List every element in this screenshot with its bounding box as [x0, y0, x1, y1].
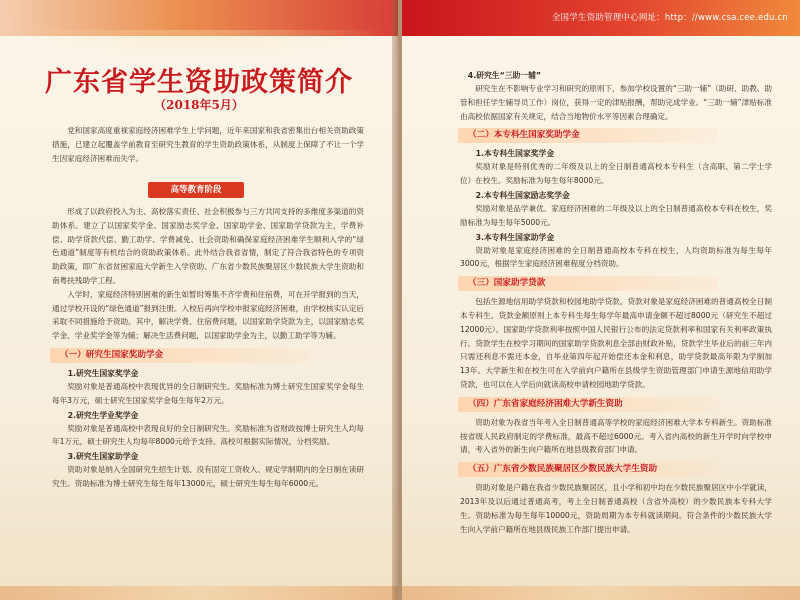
subheading-inspirational-scholarship: 2.本专科生国家励志奖学金 [475, 190, 570, 200]
right-body [460, 68, 772, 536]
paragraph-minority-aid: 资助对象是户籍在我省少数民族聚居区，且小学和初中均在少数民族聚居区中小学就读，2013年及以后通过普通高考，考上全日制普通高校（含省外高校）的少数民族本专科大学生。资助标准为每生每年10000元，资助周期为本专科就读期间。符合条件的少数民族大学生向入学前户籍所在地县级民族工作部门提出申请。 [460, 483, 772, 534]
header-glow [0, 30, 398, 60]
section-banner: 高等教育阶段 [148, 182, 244, 198]
page-title: 广东省学生资助政策简介 [45, 67, 353, 98]
section-heading-minority-aid: （五）广东省少数民族聚居区少数民族大学生资助 [458, 462, 718, 477]
paragraph-enrollment: 入学时，家庭经济特别困难的新生如暂时筹集不齐学费和住宿费，可在开学报到的当天，通过学校开设的“绿色通道”报到注册。入校后再向学校申报家庭经济困难，由学校核实认定后采取不同措施给予资助。其中，解决学费、住宿费问题，以国家助学贷款为主，以国家励志奖学金、学业奖学金等为辅；解决生活费问题，以国家助学金为主，以勤工助学等为辅。 [52, 289, 364, 341]
right-header-band [402, 0, 800, 36]
paragraph-student-loan: 包括生源地信用助学贷款和校园地助学贷款。贷款对象是家庭经济困难的普通高校全日制本专科生。贷款金额原则上本专科生每生每学年最高申请金额不超过8000元（研究生不超过12000元）。国家助学贷款利率按照中国人民银行公布的法定贷款利率和国家有关利率政策执行。贷款学生在校学习期间的国家助学贷款利息全部由财政补贴，贷款学生毕业后的前三年内只需还利息不需还本金，自毕业第四年起开始偿还本金和利息，助学贷款最高年限为学制加13年。大学新生和在校生可在入学前向户籍所在县级学生资助管理部门申请生源地信用助学贷款，也可以在入学后向就读高校申请校园地助学贷款。 [460, 297, 772, 389]
paragraph-freshman-aid: 资助对象为我省当年考入全日制普通高等学校的家庭经济困难大学本专科新生。资助标准按省级人民政府制定的学费标准，最高不超过6000元。考入省内高校的新生开学时向学校申请，考入省外的新生向户籍所在地县级教育部门申请。 [460, 417, 772, 455]
subheading-national-scholarship: 1.本专科生国家奖学金 [475, 149, 555, 159]
page-subtitle: （2018年5月） [154, 98, 244, 112]
paragraph-academic-scholarship: 奖励对象是普通高校中表现良好的全日制研究生。奖励标准为省财政按博士研究生人均每年1万元，硕士研究生人均每年8000元给予支持。高校可根据实际情况，分档奖励。 [52, 423, 364, 447]
paragraph-graduate-scholarship: 奖励对象是普通高校中表现优异的全日制研究生。奖励标准为博士研究生国家奖学金每生每年3万元，硕士研究生国家奖学金每生每年2万元。 [52, 381, 364, 405]
intro-block [52, 124, 364, 165]
website-url: 全国学生资助管理中心网址：http：//www.csa.cee.edu.cn [551, 13, 788, 23]
paragraph-three-assists: 研究生在不影响专业学习和研究的原则下，参加学校设置的“三助一辅”（助研、助教、助管和担任学生辅导员工作）岗位，获得一定的津贴报酬，帮助完成学业。“三助一辅”津贴标准由高校依据国家有关规定，结合当地物价水平等因素合理确定。 [460, 84, 772, 121]
paragraph-system: 形成了以政府投入为主、高校落实责任、社会积极参与三方共同支持的多维度多渠道的资助体系。建立了以国家奖学金、国家励志奖学金、国家助学金、国家助学贷款为主，学费补偿、助学贷款代偿、勤工助学、学费减免、社会资助和确保家庭经济困难学生顺利入学的“绿色通道”制度等有机结合的资助政策体系。此外结合我省省情，制定了符合我省特色的专项资助政策，即广东省贫困家庭大学新生入学资助、广东省少数民族聚居区少数民族大学生资助和南粤扶残助学工程。 [52, 207, 364, 285]
paragraph-graduate-grant: 资助对象是纳入全国研究生招生计划、没有固定工资收入、规定学制期内的全日制在读研究生。资助标准为博士研究生每生每年13000元，硕士研究生每生每年6000元。 [52, 465, 364, 488]
paragraph-national-scholarship: 奖励对象是特别优秀的二年级及以上的全日制普通高校本专科生（含高职、第二学士学位）在校生。奖励标准为每生每年8000元。 [460, 162, 772, 186]
subheading-graduate-grant: 3.研究生国家助学金 [67, 452, 139, 462]
section-heading-freshman-aid: （四）广东省家庭经济困难大学新生资助 [458, 397, 718, 412]
left-footer-band [0, 586, 398, 600]
left-body [52, 205, 364, 491]
subheading-academic-scholarship: 2.研究生学业奖学金 [67, 410, 139, 420]
section-heading-student-loan: （三）国家助学贷款 [458, 276, 718, 291]
subheading-three-assists: 4.研究生“三助一辅” [467, 71, 542, 80]
paragraph-national-grant: 资助对象是家庭经济困难的全日制普通高校本专科在校生，人均资助标准为每生每年3000元，根据学生家庭经济困难程度分档资助。 [460, 245, 772, 269]
subheading-graduate-scholarship: 1.研究生国家奖学金 [67, 368, 139, 378]
section-heading-undergraduate: （二）本专科生国家奖助学金 [458, 128, 718, 143]
section-heading-graduate: （一）研究生国家奖助学金 [50, 348, 310, 363]
left-page [0, 0, 398, 600]
subheading-national-grant: 3.本专科生国家助学金 [475, 232, 555, 242]
paragraph-inspirational-scholarship: 奖励对象是品学兼优、家庭经济困难的二年级及以上的全日制普通高校本专科在校生，奖励标准为每生每年5000元。 [460, 203, 772, 227]
right-footer-band [402, 586, 800, 600]
right-page [402, 0, 800, 600]
intro-paragraph: 党和国家高度重视家庭经济困难学生上学问题，近年来国家和我省密集出台相关资助政策措施，已建立起覆盖学前教育至研究生教育的学生资助政策体系，从制度上保障了不让一个学生因家庭经济困难而失学。 [52, 126, 364, 163]
